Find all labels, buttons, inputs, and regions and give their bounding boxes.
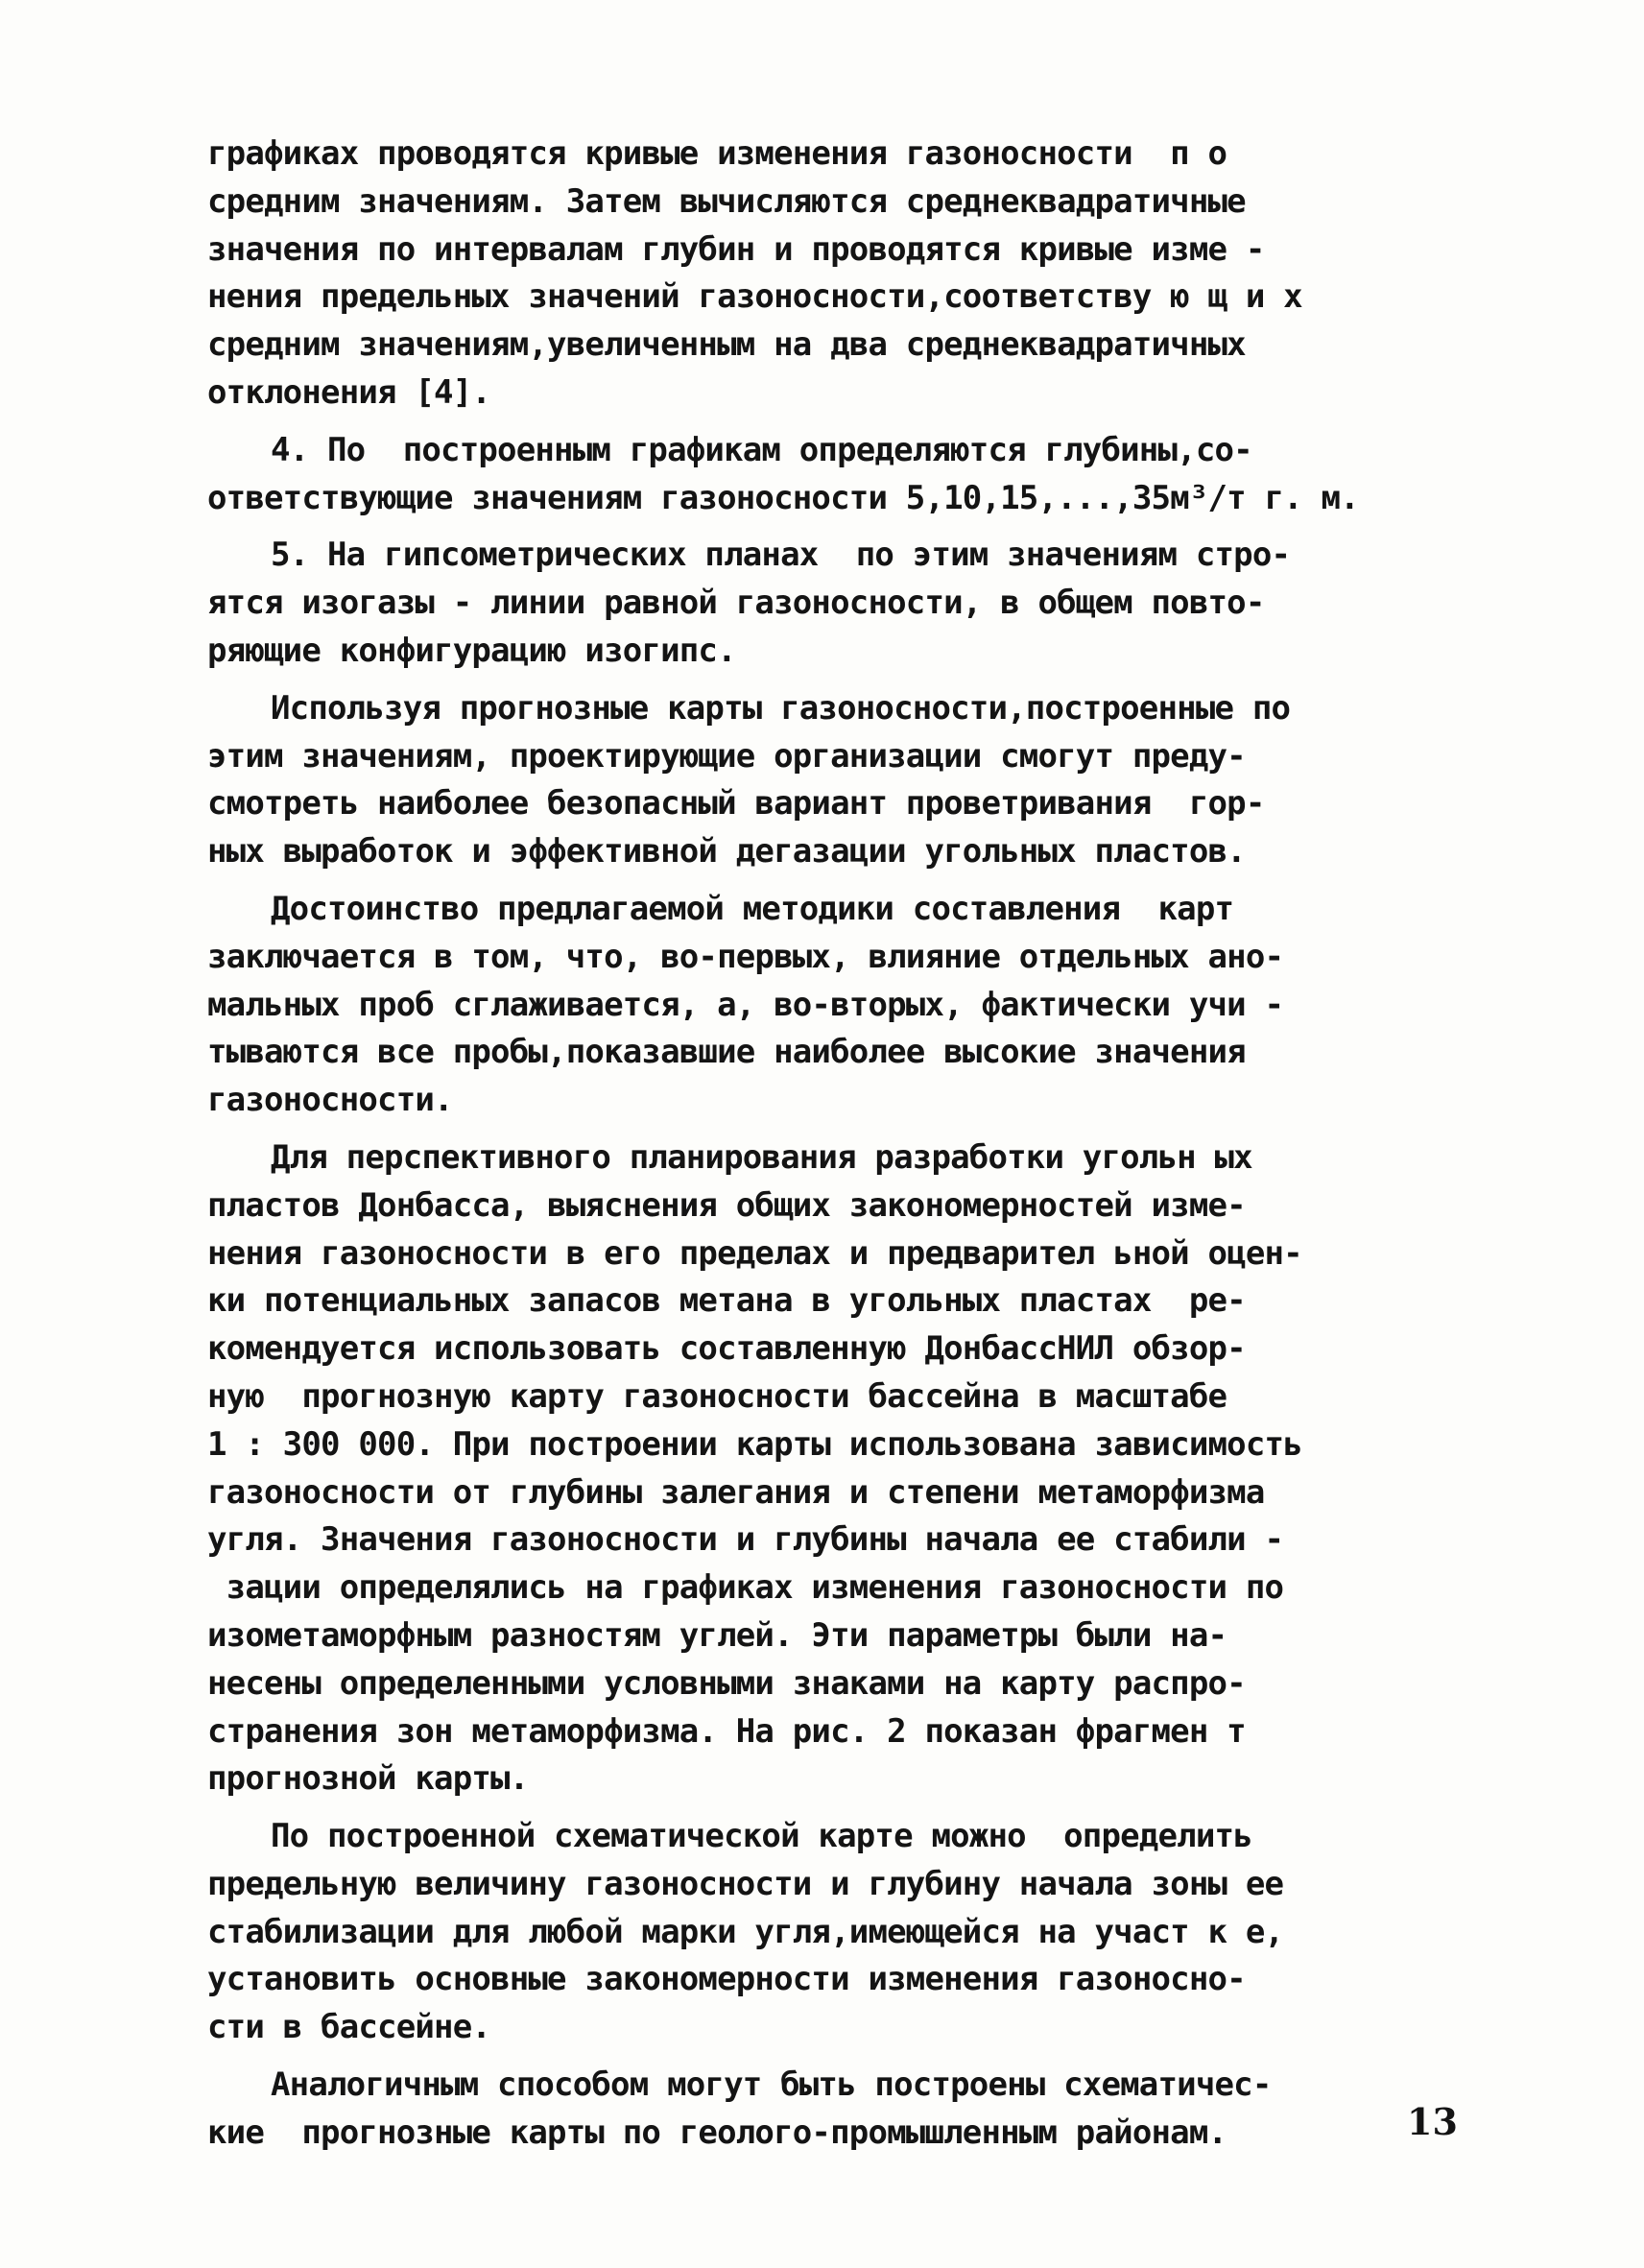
text-line: изометаморфным разностям углей. Эти параметры были на- (207, 1615, 1227, 1655)
paragraph (207, 1813, 1465, 2052)
text-line: предельную величину газоносности и глубину начала зоны ее (207, 1864, 1284, 1903)
text-line: этим значениям, проектирующие организации смогут преду- (207, 736, 1246, 776)
text-line: 4. По построенным графикам определяются глубины,со- (271, 430, 1252, 469)
text-line: смотреть наиболее безопасный вариант проветривания гор- (207, 784, 1265, 824)
text-line: кие прогнозные карты по геолого-промышленным районам. (207, 2113, 1227, 2152)
text-line: заключается в том, что, во-первых, влияние отдельных ано- (207, 937, 1284, 976)
text-line: сти в бассейне. (207, 2008, 491, 2047)
text-line: нения предельных значений газоносности,соответству ю щ и х (207, 277, 1302, 317)
text-line: установить основные закономерности изменения газоносно- (207, 1960, 1246, 1999)
text-line: стабилизации для любой марки угля,имеющейся на участ к е, (207, 1912, 1284, 1951)
paragraph (207, 1134, 1465, 1803)
paragraph (207, 131, 1465, 418)
text-line: средним значениям,увеличенным на два среднеквадратичных (207, 325, 1246, 365)
text-line: ную прогнозную карту газоносности бассейна в масштабе (207, 1376, 1227, 1416)
paragraph (207, 427, 1465, 523)
text-line: ряющие конфигурацию изогипс. (207, 631, 736, 670)
text-line: прогнозной карты. (207, 1759, 529, 1799)
text-line: тываются все пробы,показавшие наиболее высокие значения (207, 1033, 1246, 1072)
text-line: нения газоносности в его пределах и предварител ьной оцен- (207, 1233, 1302, 1273)
text-line: несены определенными условными знаками на карту распро- (207, 1663, 1246, 1703)
text-line: газоносности. (207, 1081, 453, 1120)
text-line: графиках проводятся кривые изменения газоносности п о (207, 134, 1227, 173)
paragraph (207, 532, 1465, 675)
text-line: отклонения [4]. (207, 372, 491, 412)
text-line: Для перспективного планирования разработки угольн ых (271, 1137, 1252, 1177)
text-line: странения зон метаморфизма. На рис. 2 показан фрагмен т (207, 1711, 1246, 1751)
text-line: Используя прогнозные карты газоносности,построенные по (271, 688, 1291, 728)
text-line: зации определялись на графиках изменения газоносности по (207, 1568, 1284, 1608)
paragraph (207, 2062, 1465, 2158)
text-line: значения по интервалам глубин и проводятся кривые изме - (207, 229, 1265, 269)
text-line: По построенной схематической карте можно определить (271, 1817, 1252, 1856)
page-number: 13 (1407, 2100, 1458, 2143)
text-line: 1 : 300 000. При построении карты использована зависимость (207, 1424, 1302, 1464)
text-line: ных выработок и эффективной дегазации угольных пластов. (207, 832, 1246, 871)
text-line: ответствующие значениям газоносности 5,10,15,...,35м³/т г. м. (207, 478, 1359, 517)
text-line: мальных проб сглаживается, а, во-вторых, фактически учи - (207, 985, 1284, 1024)
text-line: средним значениям. Затем вычисляются среднеквадратичные (207, 181, 1246, 221)
text-line: ки потенциальных запасов метана в угольных пластах ре- (207, 1281, 1246, 1321)
text-line: ятся изогазы - линии равной газоносности, в общем повто- (207, 584, 1265, 623)
text-line: газоносности от глубины залегания и степени метаморфизма (207, 1472, 1265, 1512)
paragraph (207, 886, 1465, 1125)
text-line: угля. Значения газоносности и глубины начала ее стабили - (207, 1520, 1284, 1560)
text-line: комендуется использовать составленную ДонбассНИЛ обзор- (207, 1329, 1246, 1369)
body-text (207, 131, 1465, 2167)
text-line: пластов Донбасса, выяснения общих закономерностей изме- (207, 1185, 1246, 1225)
text-line: 5. На гипсометрических планах по этим значениям стро- (271, 536, 1291, 575)
text-line: Достоинство предлагаемой методики составления карт (271, 889, 1234, 928)
paragraph (207, 685, 1465, 876)
text-line: Аналогичным способом могут быть построены схематичес- (271, 2065, 1272, 2105)
